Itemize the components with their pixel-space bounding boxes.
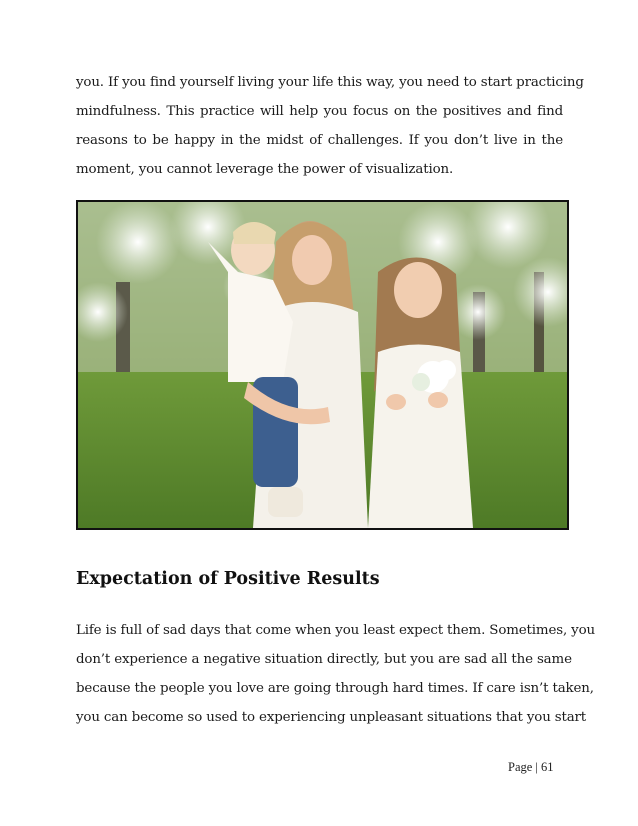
family-photo	[76, 200, 569, 530]
body-paragraph-bottom	[76, 616, 595, 732]
paragraph-line: mindfulness. This practice will help you focus on the positives and find	[76, 104, 563, 119]
paragraph-line: don’t experience a negative situation directly, but you are sad all the same	[76, 652, 572, 667]
photo-illustration	[78, 202, 567, 528]
paragraph-line: reasons to be happy in the midst of challenges. If you don’t live in the	[76, 133, 563, 148]
paragraph-line: you can become so used to experiencing unpleasant situations that you start	[76, 710, 587, 725]
body-paragraph-top	[76, 68, 584, 184]
paragraph-line: moment, you cannot leverage the power of visualization.	[76, 162, 454, 177]
paragraph-line: because the people you love are going through hard times. If care isn’t taken,	[76, 681, 594, 696]
paragraph-line: you. If you find yourself living your life this way, you need to start practicing	[76, 75, 584, 90]
page-number: Page | 61	[508, 760, 554, 774]
paragraph-line: Life is full of sad days that come when you least expect them. Sometimes, you	[76, 623, 595, 638]
section-heading: Expectation of Positive Results	[76, 569, 380, 589]
